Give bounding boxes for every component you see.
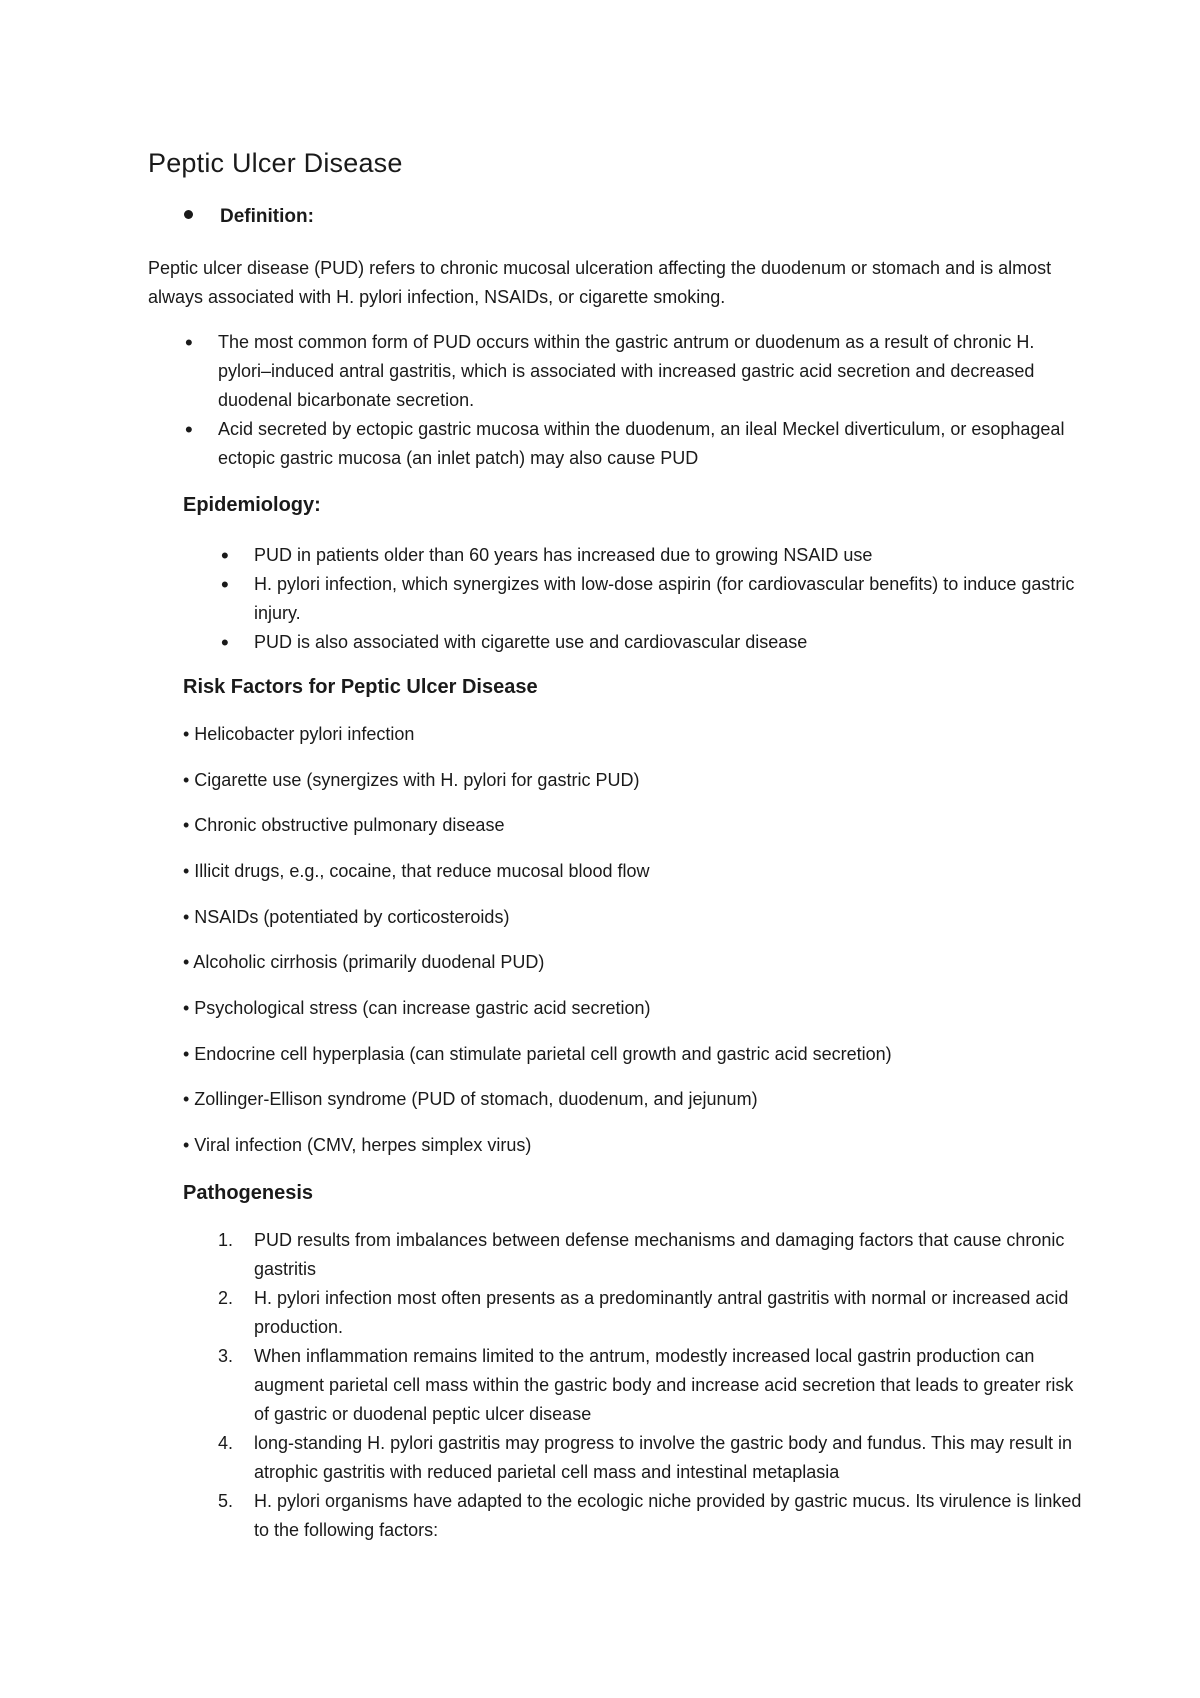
list-item: [218, 1342, 1084, 1429]
list-item: [218, 1284, 1084, 1342]
list-item: • Endocrine cell hyperplasia (can stimulate parietal cell growth and gastric acid secretion): [183, 1044, 892, 1064]
page-title: Peptic Ulcer Disease: [148, 148, 403, 178]
list-item: • PUD in patients older than 60 years has increased due to growing NSAID use: [254, 541, 1084, 570]
list-number: 3.: [218, 1346, 234, 1366]
list-item: • Zollinger-Ellison syndrome (PUD of stomach, duodenum, and jejunum): [183, 1089, 758, 1109]
epidemiology-heading: Epidemiology:: [183, 494, 321, 516]
list-number: 4.: [218, 1433, 234, 1453]
list-item: • Helicobacter pylori infection: [183, 724, 415, 744]
list-number: 5.: [218, 1491, 234, 1511]
list-item: • H. pylori infection, which synergizes with low-dose aspirin (for cardiovascular benefits) to induce gastric injury.: [254, 570, 1084, 628]
list-item-text: When inflammation remains limited to the antrum, modestly increased local gastrin production can augment parietal cell mass within the gastric body and increase acid secretion that leads to greater risk of gastric or duodenal peptic ulcer disease: [254, 1346, 1074, 1424]
list-item-text: H. pylori organisms have adapted to the ecologic niche provided by gastric mucus. Its virulence is linked to the following factors:: [254, 1491, 1082, 1540]
list-item-text: H. pylori infection most often presents as a predominantly antral gastritis with normal or increased acid production.: [254, 1288, 1069, 1337]
list-number: 2.: [218, 1288, 234, 1308]
list-item: • Chronic obstructive pulmonary disease: [183, 815, 505, 835]
list-item-text: long-standing H. pylori gastritis may progress to involve the gastric body and fundus. This may result in atrophic gastritis with reduced parietal cell mass and intestinal metaplasia: [254, 1433, 1073, 1482]
list-item: • Cigarette use (synergizes with H. pylori for gastric PUD): [183, 770, 640, 790]
list-item: • PUD is also associated with cigarette use and cardiovascular disease: [254, 628, 1084, 657]
list-item: [218, 1429, 1084, 1487]
list-item: [218, 1226, 1084, 1284]
list-item: • Viral infection (CMV, herpes simplex virus): [183, 1135, 532, 1155]
bullet-icon: [184, 210, 193, 219]
list-item-text: PUD results from imbalances between defense mechanisms and damaging factors that cause chronic gastritis: [254, 1230, 1065, 1279]
epidemiology-bullet-list: [254, 541, 1084, 657]
pathogenesis-numbered-list: [218, 1226, 1084, 1545]
list-item: • Alcoholic cirrhosis (primarily duodenal PUD): [183, 952, 545, 972]
list-item: • Acid secreted by ectopic gastric mucosa within the duodenum, an ileal Meckel diverticulum, or esophageal ectopic gastric mucosa (an inlet patch) may also cause PUD: [218, 415, 1078, 473]
risk-factors-heading: Risk Factors for Peptic Ulcer Disease: [183, 676, 538, 698]
pathogenesis-heading: Pathogenesis: [183, 1182, 314, 1204]
definition-heading: [184, 206, 314, 228]
list-item: • NSAIDs (potentiated by corticosteroids): [183, 907, 510, 927]
list-item: • Illicit drugs, e.g., cocaine, that reduce mucosal blood flow: [183, 861, 650, 881]
list-item: • The most common form of PUD occurs within the gastric antrum or duodenum as a result of chronic H. pylori–induced antral gastritis, which is associated with increased gastric acid secretion and decreased duodenal bicarbonate secretion.: [218, 328, 1078, 415]
definition-heading-label: Definition:: [220, 206, 314, 227]
definition-paragraph: Peptic ulcer disease (PUD) refers to chronic mucosal ulceration affecting the duodenum or stomach and is almost always associated with H. pylori infection, NSAIDs, or cigarette smoking.: [148, 258, 1052, 307]
definition-bullet-list: [218, 328, 1078, 473]
list-item: [218, 1487, 1084, 1545]
list-number: 1.: [218, 1230, 234, 1250]
list-item: • Psychological stress (can increase gastric acid secretion): [183, 998, 651, 1018]
